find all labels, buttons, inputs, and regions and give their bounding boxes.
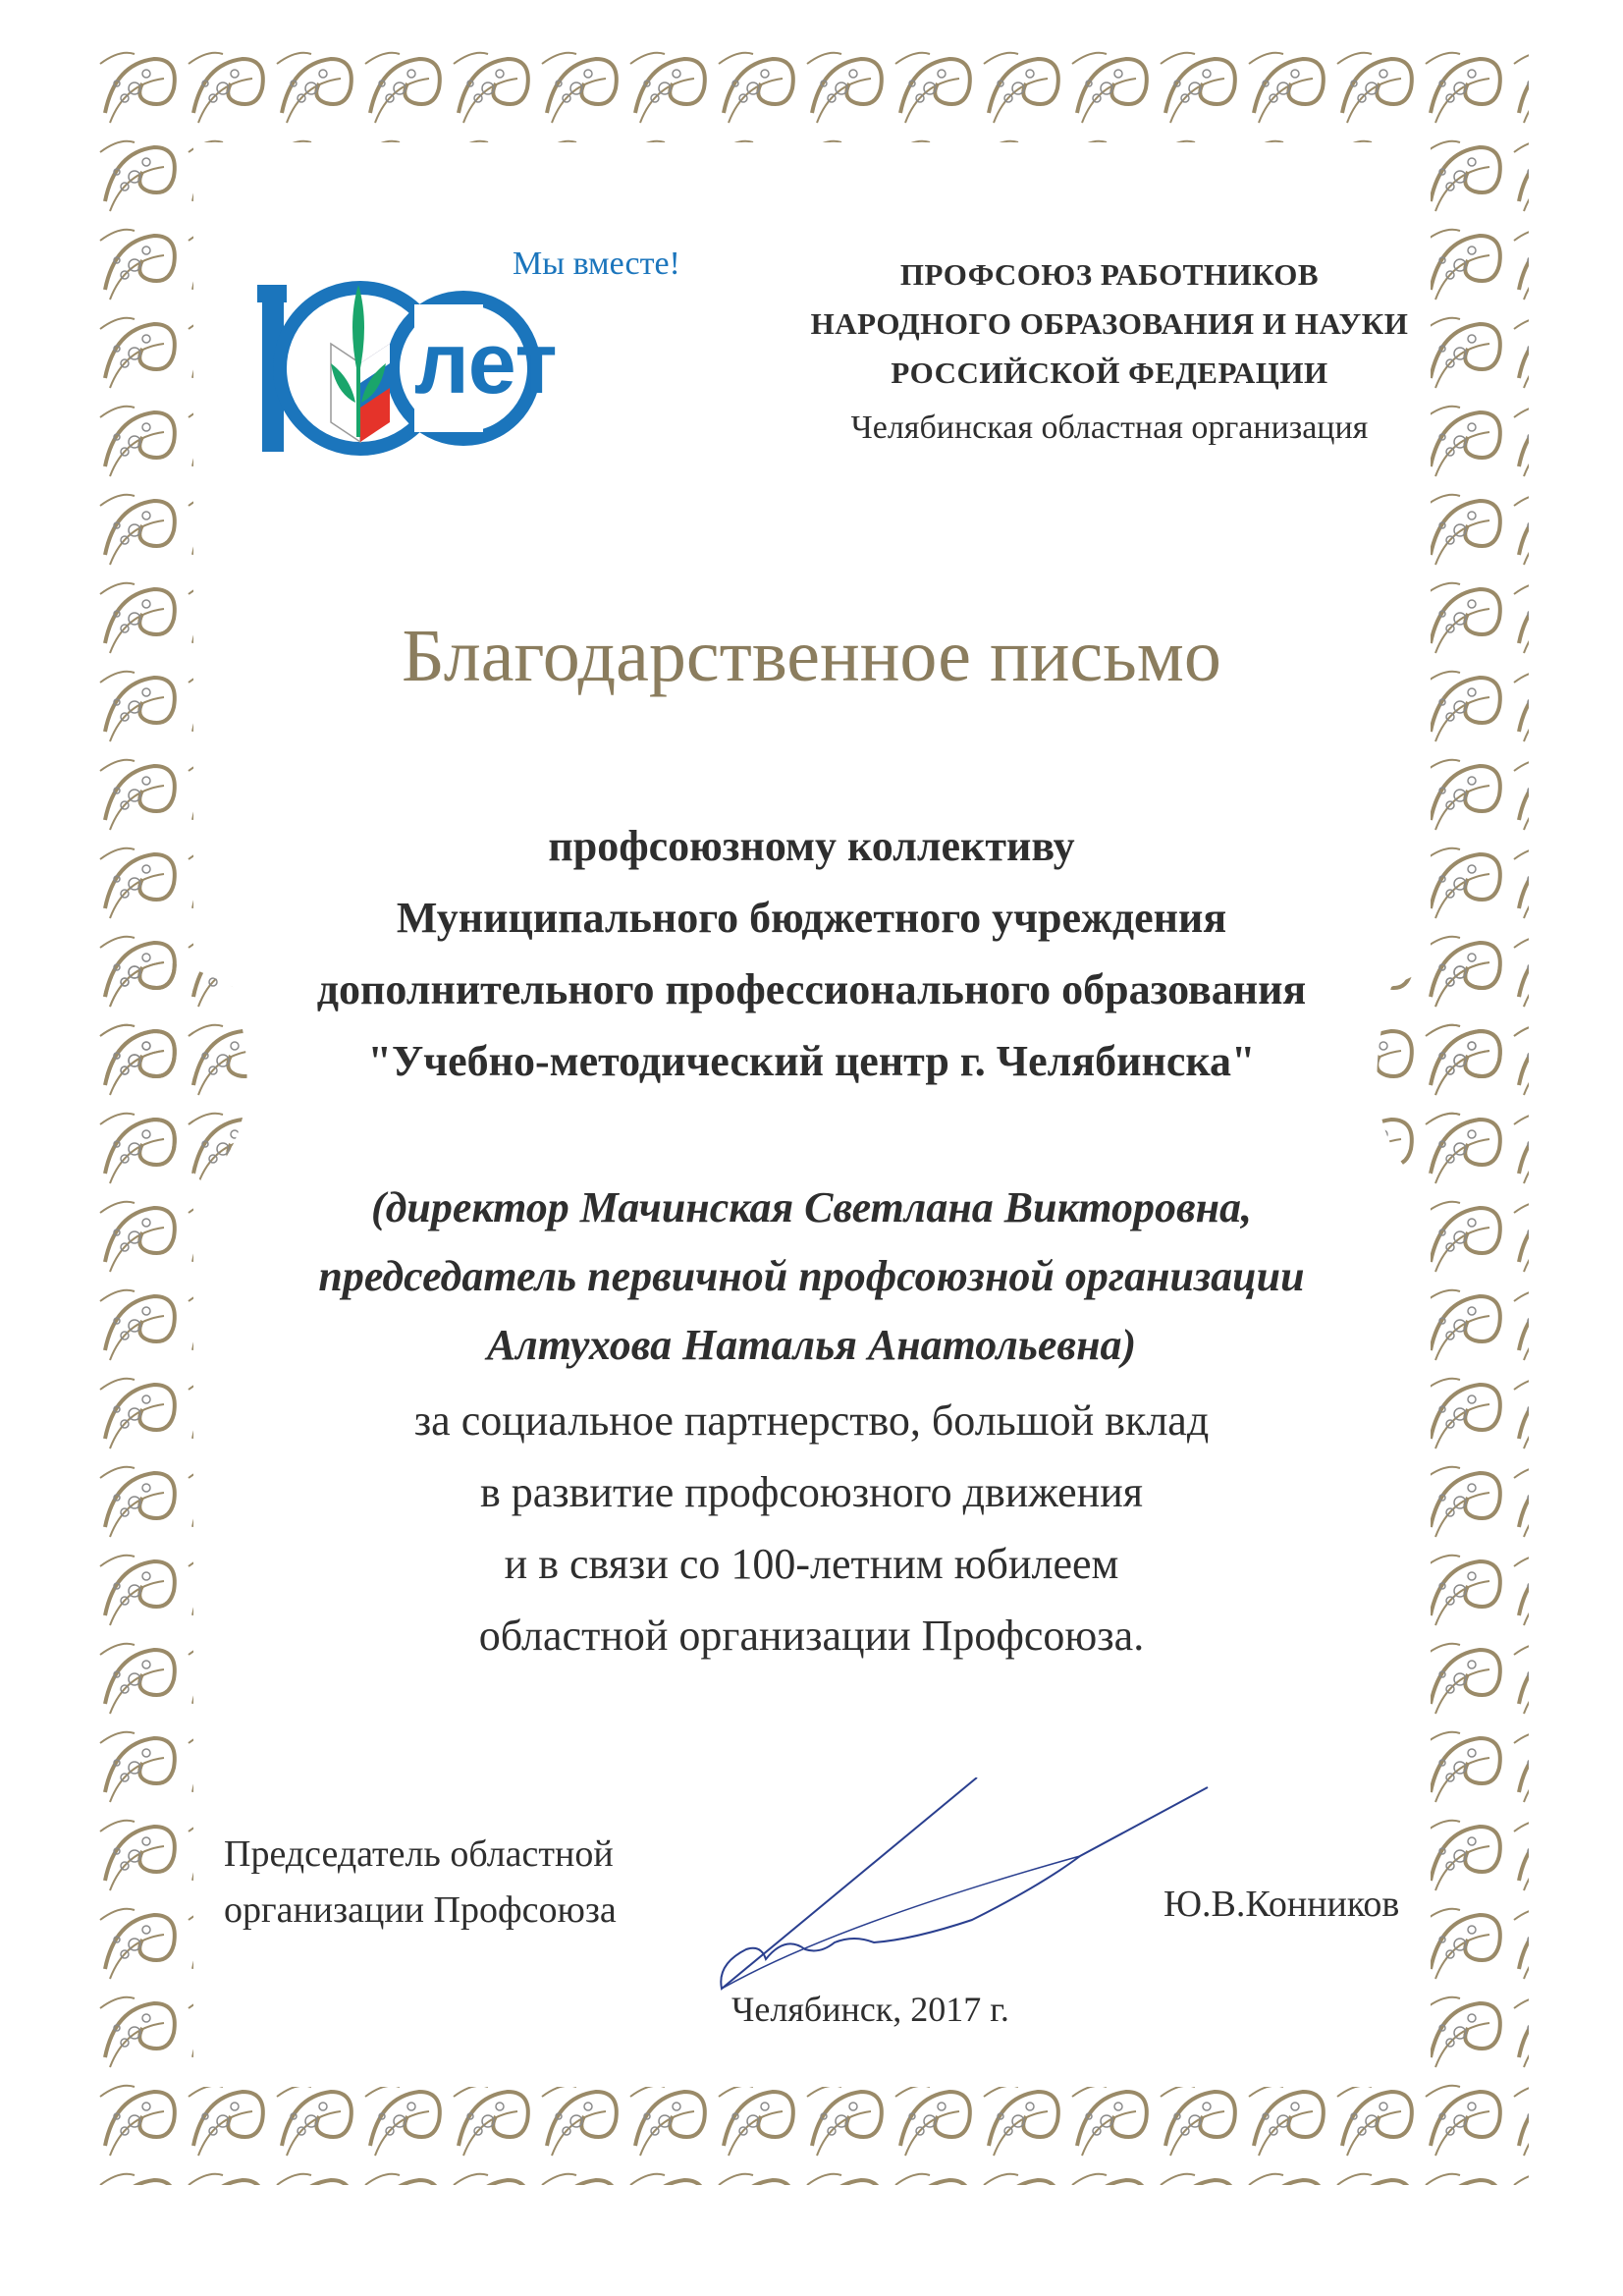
place-date: Челябинск, 2017 г. <box>731 1990 1009 2029</box>
recipient-line: "Учебно-методический центр г. Челябинска" <box>367 1037 1256 1085</box>
recipient-line: Муниципального бюджетного учреждения <box>396 894 1227 942</box>
recipient-block <box>0 810 1623 1097</box>
header-line: РОССИЙСКОЙ ФЕДЕРАЦИИ <box>891 355 1328 390</box>
persons-line: (директор Мачинская Светлана Викторовна, <box>370 1183 1253 1231</box>
position-line: Председатель областной <box>224 1833 614 1875</box>
position-line: организации Профсоюза <box>224 1889 617 1931</box>
reason-line: в развитие профсоюзного движения <box>479 1468 1144 1516</box>
logo-100-years <box>257 246 729 457</box>
handwritten-signature <box>717 1777 1227 2003</box>
recipient-line: профсоюзному коллективу <box>548 822 1075 870</box>
header-line: ПРОФСОЮЗ РАБОТНИКОВ <box>899 257 1320 292</box>
reason-line: за социальное партнерство, большой вклад <box>413 1396 1210 1445</box>
reason-block <box>0 1385 1623 1671</box>
header-subtitle: Челябинская областная организация <box>850 410 1369 446</box>
reason-line: и в связи со 100-летним юбилеем <box>504 1540 1119 1588</box>
document-title: Благодарственное письмо <box>402 615 1221 697</box>
persons-line: Алтухова Наталья Анатольевна) <box>486 1321 1137 1369</box>
persons-line: председатель первичной профсоюзной организации <box>318 1252 1305 1300</box>
logo-word: лет <box>414 314 558 411</box>
signatory-position <box>224 1827 617 1939</box>
organization-header <box>756 250 1463 459</box>
header-line: НАРОДНОГО ОБРАЗОВАНИЯ И НАУКИ <box>810 306 1409 341</box>
signatory-name: Ю.В.Конников <box>1163 1884 1400 1925</box>
persons-block <box>0 1174 1623 1380</box>
logo-motto: Мы вместе! <box>513 246 680 282</box>
reason-line: областной организации Профсоюза. <box>478 1612 1145 1660</box>
recipient-line: дополнительного профессионального образования <box>316 965 1307 1013</box>
